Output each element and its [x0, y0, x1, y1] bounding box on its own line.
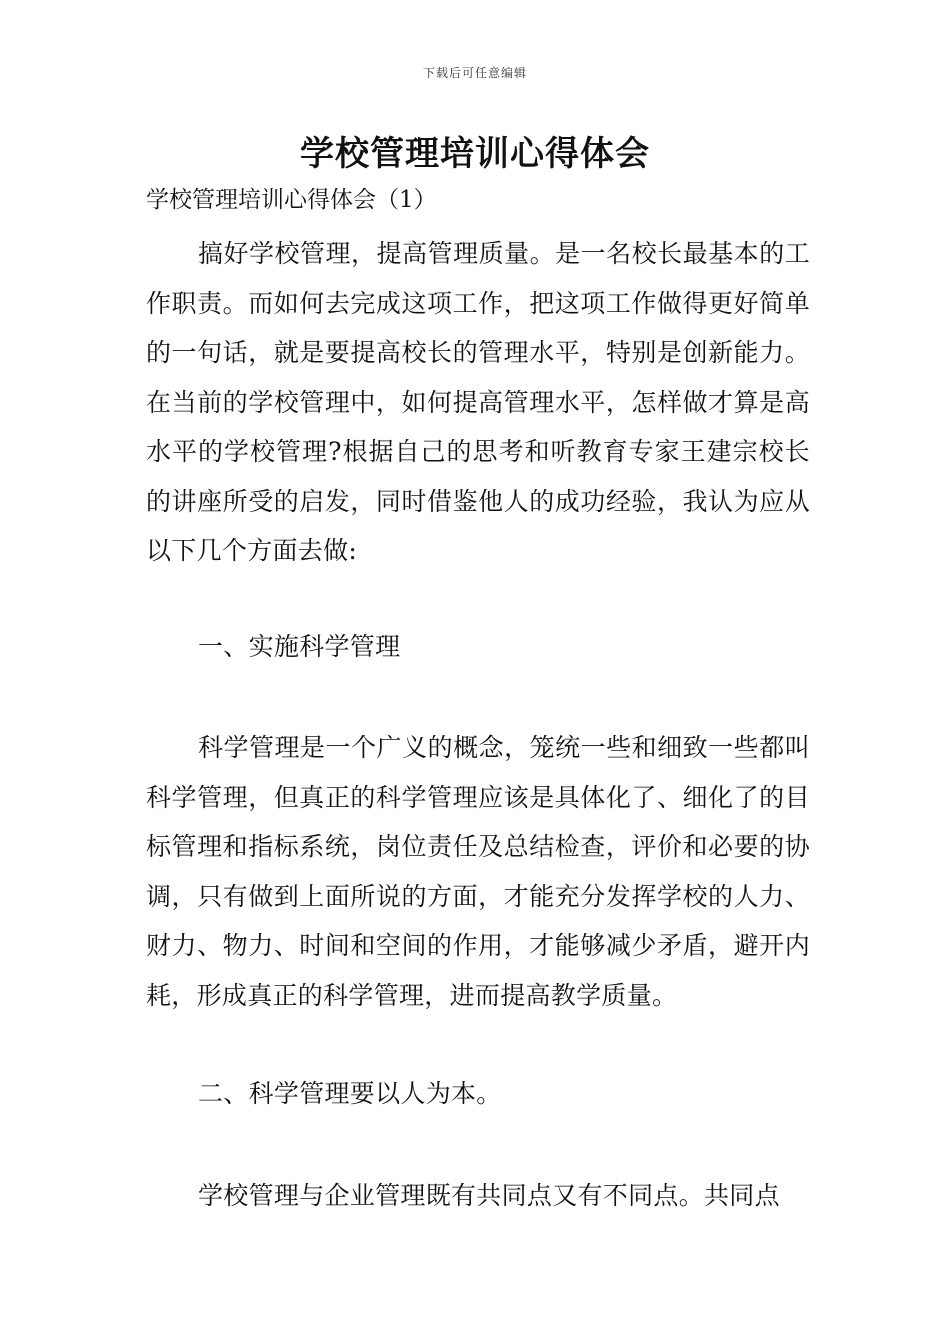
document-title: 学校管理培训心得体会 — [300, 134, 650, 174]
section-1-heading: 一、实施科学管理 — [198, 632, 401, 661]
section-2-heading: 二、科学管理要以人为本。 — [198, 1079, 502, 1108]
section-1-paragraph: 科学管理是一个广义的概念，笼统一些和细致一些都叫科学管理，但真正的科学管理应该是具体化了、细化了的目标管理和指标系统，岗位责任及总结检查，评价和必要的协调，只有做到上面所说的方面，才能充分发挥学校的人力、财力、物力、时间和空间的作用，才能够减少矛盾，避开内耗，形成真正的科学管理，进而提高教学质量。 — [146, 733, 810, 1010]
header-note: 下载后可任意编辑 — [422, 66, 527, 80]
section-2-paragraph: 学校管理与企业管理既有共同点又有不同点。共同点 — [198, 1181, 780, 1210]
document-subtitle: 学校管理培训心得体会（1） — [146, 187, 437, 213]
intro-paragraph: 搞好学校管理，提高管理质量。是一名校长最基本的工作职责。而如何去完成这项工作，把这项工作做得更好简单的一句话，就是要提高校长的管理水平，特别是创新能力。在当前的学校管理中，如何提高管理水平，怎样做才算是高水平的学校管理?根据自己的思考和听教育专家王建宗校长的讲座所受的启发，同时借鉴他人的成功经验，我认为应从以下几个方面去做: — [146, 239, 810, 565]
